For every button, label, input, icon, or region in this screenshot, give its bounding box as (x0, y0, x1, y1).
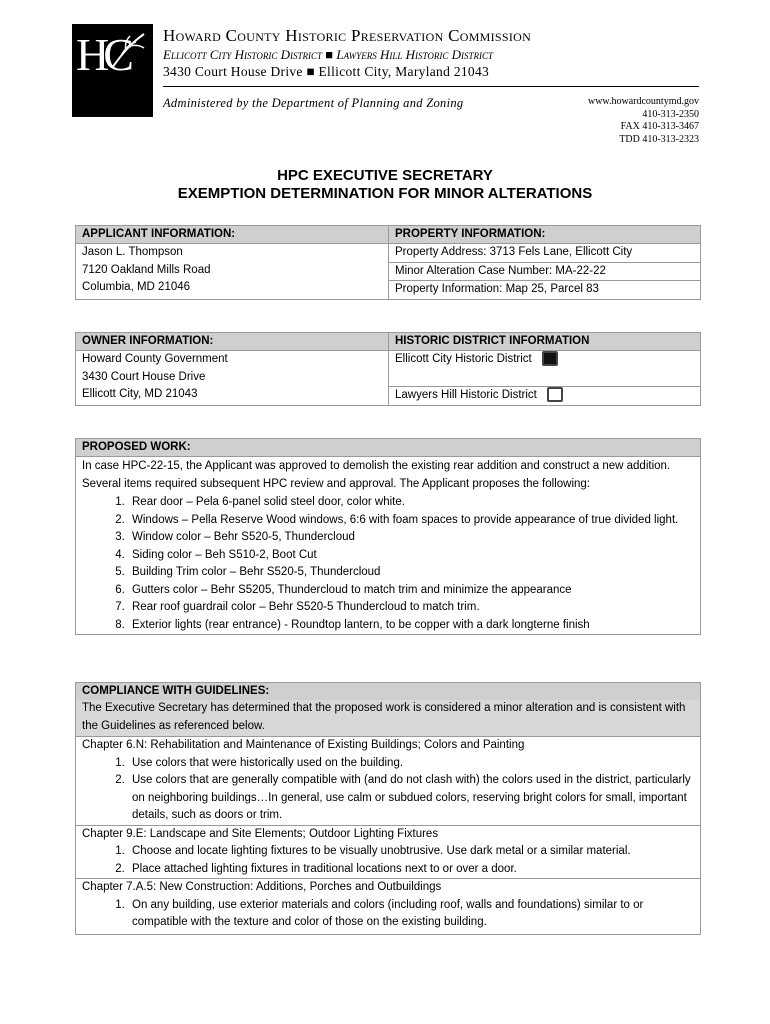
proposed-items-list (76, 494, 700, 634)
list-item: 2. Use colors that are generally compatible with (and do not clash with) the colors used in the district, particularly on neighboring buildings…In general, use calm or subdued colors, reserving bright colors for small, important details, such as doors or trim. (128, 772, 694, 825)
list-item: 1. Choose and locate lighting fixtures to be visually unobtrusive. Use dark metal or a similar material. (128, 843, 694, 861)
header-divider (163, 86, 699, 87)
lawyers-row (389, 387, 700, 405)
logo-text: HC (76, 29, 128, 80)
chapter-title: Chapter 7.A.5: New Construction: Additions, Porches and Outbuildings (82, 881, 442, 893)
chapter-items (76, 755, 700, 825)
list-item: 1. Use colors that were historically used on the building. (128, 755, 694, 773)
proposed-work-table (75, 438, 701, 635)
phone-number: 410-313-2350 (642, 108, 699, 120)
list-item: 5. Building Trim color – Behr S520-5, Thundercloud (128, 564, 694, 582)
proposed-heading: PROPOSED WORK: (76, 439, 700, 457)
chapter-items (76, 897, 700, 934)
property-heading: PROPERTY INFORMATION: (389, 226, 700, 244)
district-heading: HISTORIC DISTRICT INFORMATION (389, 333, 700, 351)
commission-name: Howard County Historic Preservation Commission (163, 26, 532, 45)
fax-number: FAX 410-313-3467 (620, 121, 699, 132)
owner-heading: OWNER INFORMATION: (76, 333, 388, 351)
compliance-table (75, 682, 701, 935)
chapter-items (76, 843, 700, 878)
list-item: 8. Exterior lights (rear entrance) - Roundtop lantern, to be copper with a dark longterne finish (128, 617, 694, 635)
list-item: 1. On any building, use exterior materials and colors (including roof, walls and foundations) similar to or compatible with the texture and color of those on the existing building. (128, 897, 694, 932)
property-map-parcel: Property Information: Map 25, Parcel 83 (395, 283, 599, 295)
chapter-7a5 (76, 878, 700, 934)
owner-district-table (75, 332, 701, 406)
applicant-heading: APPLICANT INFORMATION: (76, 226, 388, 244)
applicant-name: Jason L. Thompson (82, 246, 183, 258)
lawyers-label: Lawyers Hill Historic District (395, 389, 537, 401)
list-item: 4. Siding color – Beh S510-2, Boot Cut (128, 547, 694, 565)
list-item: 2. Windows – Pella Reserve Wood windows, 6:6 with foam spaces to provide appearance of true divided light. (128, 512, 694, 530)
website-link[interactable]: www.howardcountymd.gov (587, 96, 699, 107)
chapter-6n (76, 736, 700, 825)
compliance-header-block (76, 683, 700, 736)
list-item: 7. Rear roof guardrail color – Behr S520-5 Thundercloud to match trim. (128, 599, 694, 617)
contact-block (588, 96, 699, 146)
owner-street: 3430 Court House Drive (82, 370, 206, 383)
compliance-heading: COMPLIANCE WITH GUIDELINES: (76, 683, 700, 700)
lawyers-checkbox[interactable] (547, 387, 563, 402)
owner-name: Howard County Government (82, 353, 228, 365)
title-line-1: HPC EXECUTIVE SECRETARY (277, 167, 493, 184)
owner-city: Ellicott City, MD 21043 (82, 388, 198, 400)
chapter-title: Chapter 9.E: Landscape and Site Elements; Outdoor Lighting Fixtures (82, 827, 439, 840)
ellicott-label: Ellicott City Historic District (395, 353, 532, 365)
title-line-2: EXEMPTION DETERMINATION FOR MINOR ALTERATIONS (177, 185, 593, 202)
case-number: Minor Alteration Case Number: MA-22-22 (389, 263, 700, 282)
proposed-intro: In case HPC-22-15, the Applicant was approved to demolish the existing rear addition and construct a new addition. Several items required subsequent HPC review and approval. The Applicant proposes the following: (82, 460, 671, 490)
property-address: Property Address: 3713 Fels Lane, Ellicott City (389, 244, 700, 263)
district-names: Ellicott City Historic District ■ Lawyers Hill Historic District (163, 47, 494, 62)
list-item: 1. Rear door – Pela 6-panel solid steel door, color white. (128, 494, 694, 512)
property-section (389, 226, 700, 299)
applicant-city: Columbia, MD 21046 (82, 281, 191, 293)
applicant-street: 7120 Oakland Mills Road (82, 263, 211, 276)
district-section (389, 333, 700, 405)
hc-logo (72, 24, 153, 117)
tdd-number: TDD 410-313-2323 (619, 133, 699, 145)
list-item: 6. Gutters color – Behr S5205, Thundercloud to match trim and minimize the appearance (128, 582, 694, 600)
chapter-9e (76, 825, 700, 879)
list-item: 2. Place attached lighting fixtures in traditional locations next to or over a door. (128, 861, 694, 879)
ellicott-row (389, 351, 700, 387)
chapter-title: Chapter 6.N: Rehabilitation and Maintenance of Existing Buildings; Colors and Painting (82, 739, 525, 751)
ellicott-checkbox[interactable] (542, 351, 558, 366)
owner-section (76, 333, 389, 405)
list-item: 3. Window color – Behr S520-5, Thundercloud (128, 529, 694, 547)
compliance-intro: The Executive Secretary has determined that the proposed work is considered a minor alteration and is consistent with the Guidelines as referenced below. (82, 702, 686, 732)
administered-by: Administered by the Department of Planning and Zoning (163, 96, 464, 110)
applicant-section (76, 226, 389, 299)
commission-address: 3430 Court House Drive ■ Ellicott City, Maryland 21043 (163, 64, 490, 79)
document-title (0, 167, 770, 203)
applicant-property-table (75, 225, 701, 300)
